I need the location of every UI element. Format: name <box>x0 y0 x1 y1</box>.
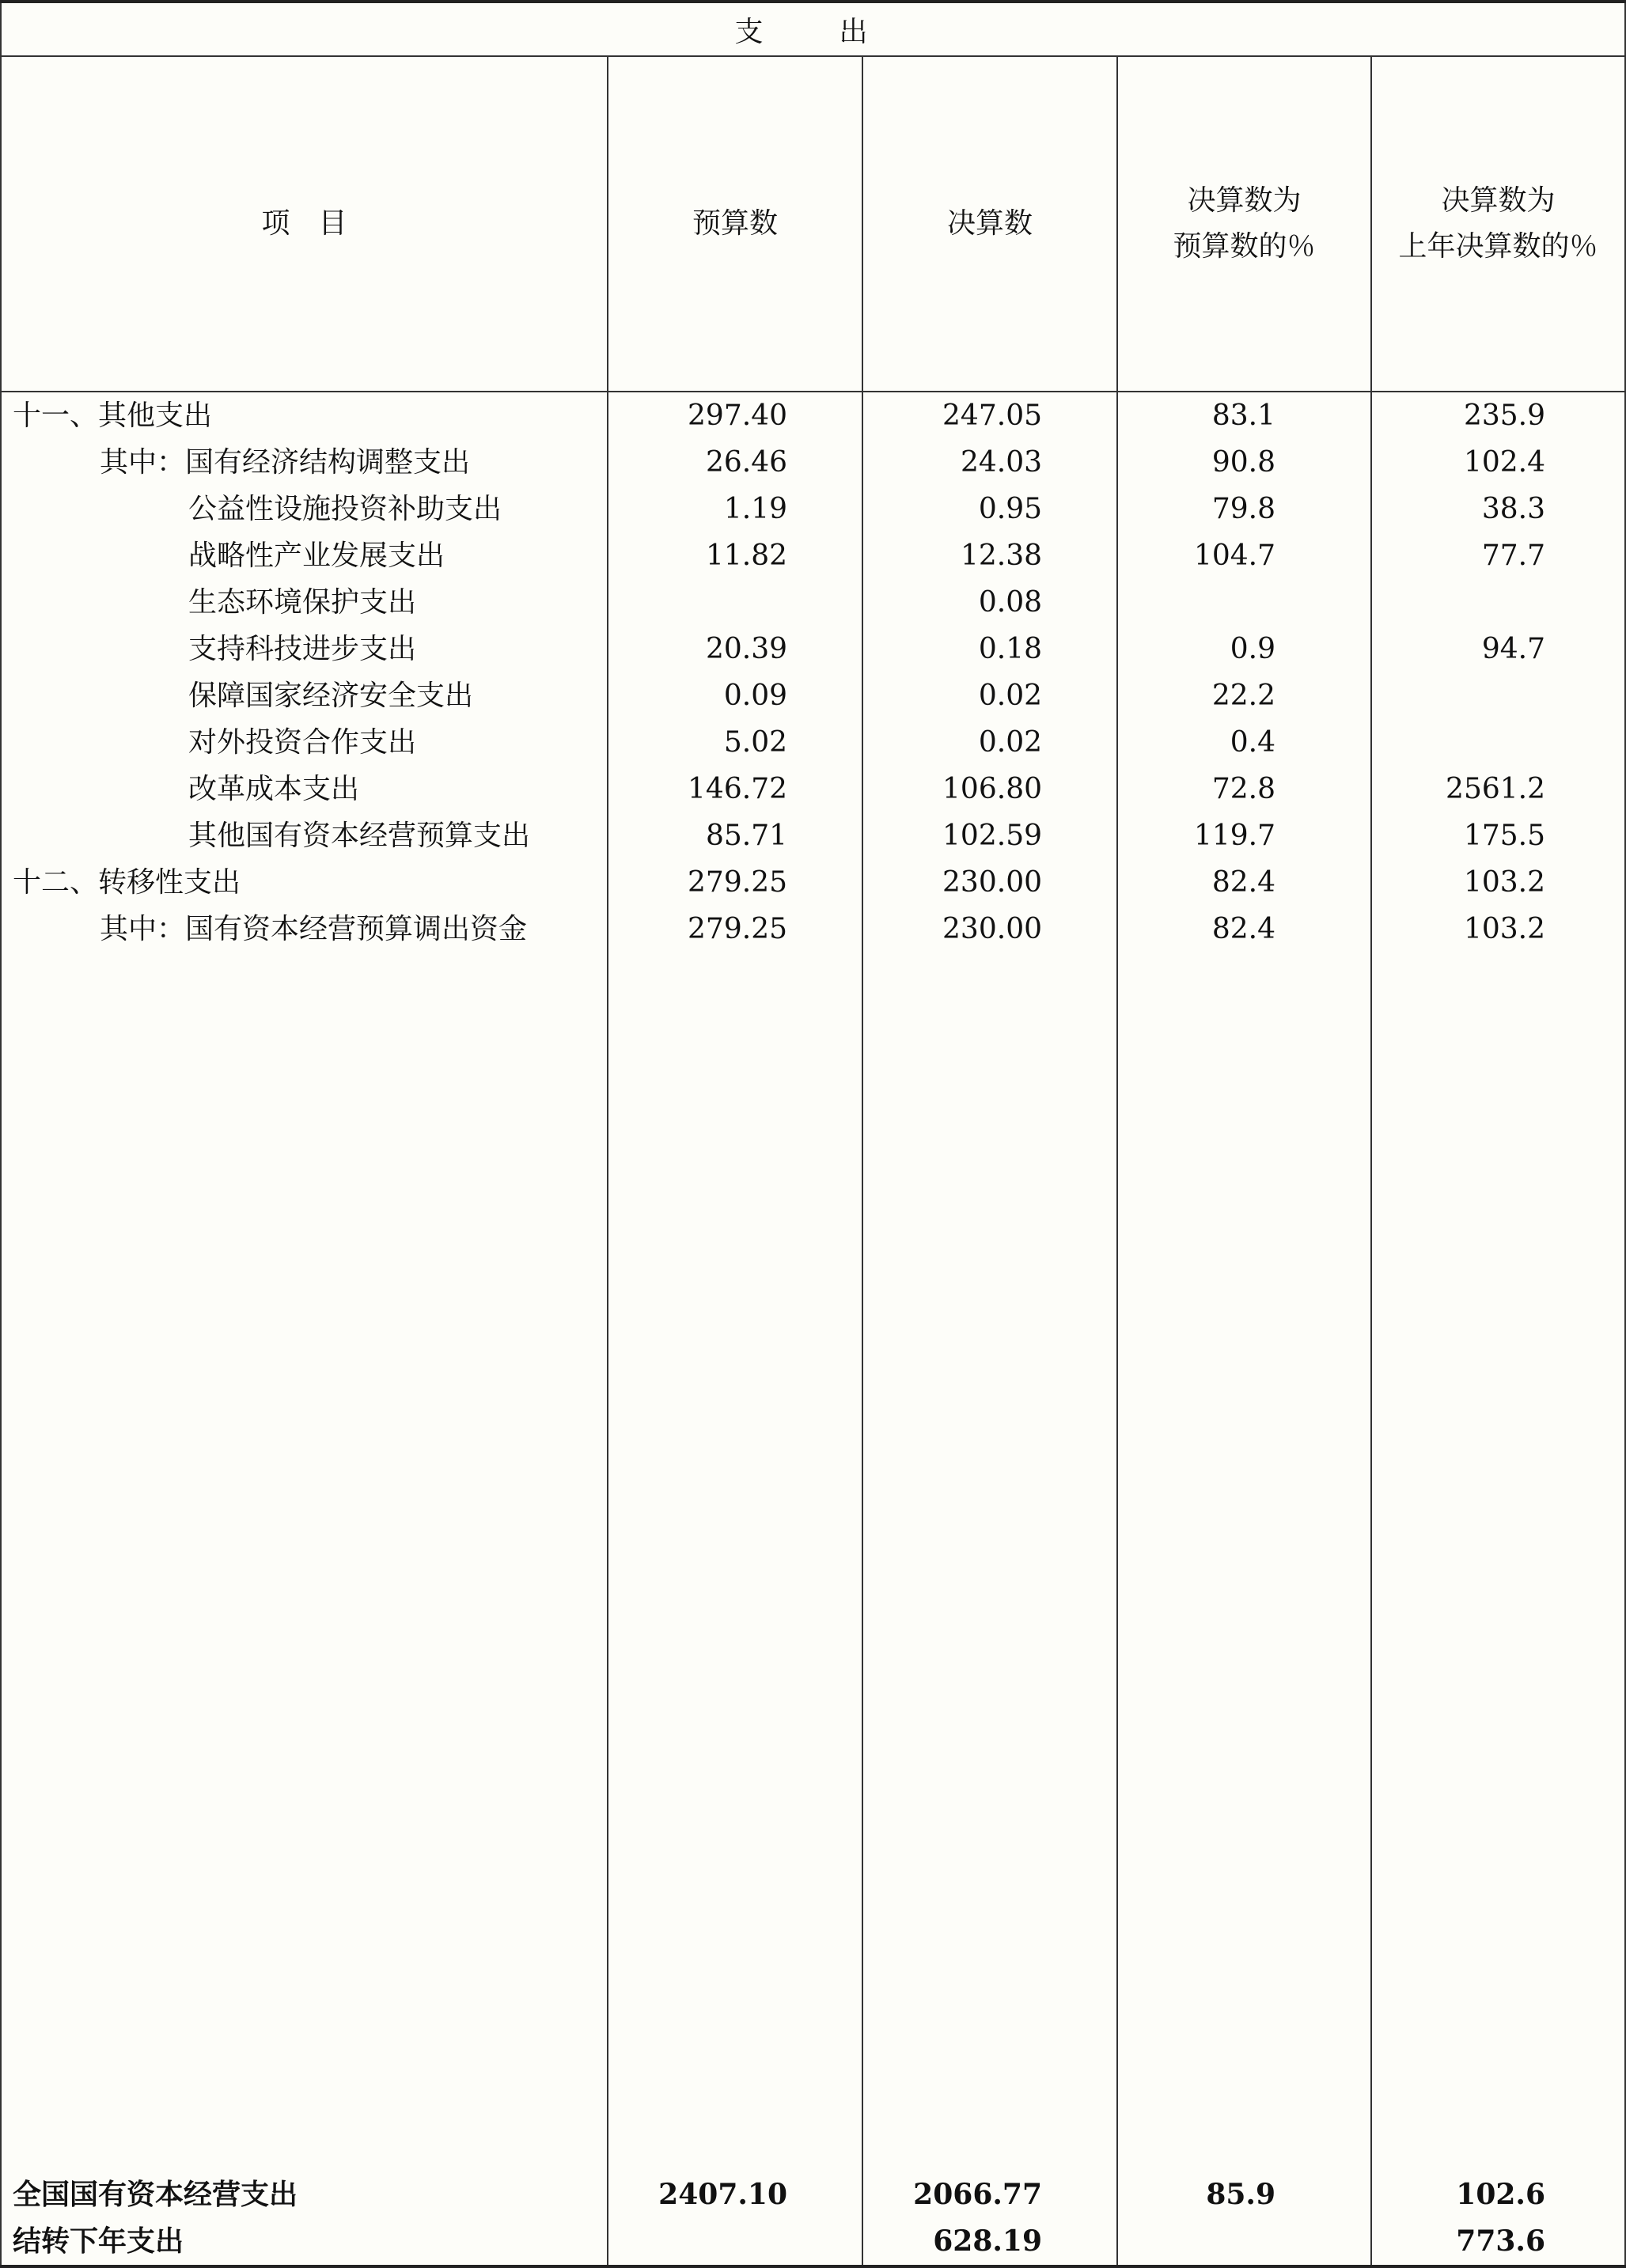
cell-actual: 0.95 <box>862 486 1117 532</box>
row-item-label: 全国国有资本经营支出 <box>1 2171 608 2218</box>
cell-pct-budget: 72.8 <box>1117 766 1371 812</box>
blank-cell <box>608 952 862 2171</box>
total-row <box>1 2218 1625 2266</box>
cell-budget: 1.19 <box>608 486 862 532</box>
cell-pct-prev: 175.5 <box>1371 812 1625 859</box>
table-row <box>1 766 1625 812</box>
blank-cell <box>1117 952 1371 2171</box>
table-totals <box>1 2171 1625 2266</box>
blank-spacer-row <box>1 952 1625 2171</box>
column-header-row <box>1 56 1625 392</box>
cell-pct-prev <box>1371 719 1625 766</box>
table-title: 支 出 <box>1 2 1625 56</box>
table-row <box>1 672 1625 719</box>
row-item-label: 公益性设施投资补助支出 <box>1 486 608 532</box>
cell-pct-budget: 82.4 <box>1117 906 1371 952</box>
cell-actual: 102.59 <box>862 812 1117 859</box>
table-row <box>1 906 1625 952</box>
blank-cell <box>1 952 608 2171</box>
cell-budget: 0.09 <box>608 672 862 719</box>
header-pct-prev-line2: 上年决算数的％ <box>1398 230 1598 263</box>
header-actual: 决算数 <box>862 56 1117 392</box>
table-row <box>1 392 1625 439</box>
table-title-row <box>1 2 1625 56</box>
cell-actual: 24.03 <box>862 439 1117 486</box>
cell-pct-budget: 85.9 <box>1117 2171 1371 2218</box>
header-pct-budget-line1: 决算数为 <box>1187 184 1302 217</box>
header-pct-budget <box>1117 56 1371 392</box>
row-item-label: 保障国家经济安全支出 <box>1 672 608 719</box>
cell-budget: 26.46 <box>608 439 862 486</box>
cell-budget: 20.39 <box>608 626 862 672</box>
row-item-label: 对外投资合作支出 <box>1 719 608 766</box>
cell-actual: 0.02 <box>862 672 1117 719</box>
cell-budget: 2407.10 <box>608 2171 862 2218</box>
cell-pct-budget: 79.8 <box>1117 486 1371 532</box>
cell-actual: 0.02 <box>862 719 1117 766</box>
cell-pct-budget: 82.4 <box>1117 859 1371 906</box>
header-pct-prev-line1: 决算数为 <box>1441 184 1556 217</box>
cell-budget: 11.82 <box>608 532 862 579</box>
cell-pct-prev: 103.2 <box>1371 859 1625 906</box>
row-item-label: 十一、其他支出 <box>1 392 608 439</box>
row-item-label: 支持科技进步支出 <box>1 626 608 672</box>
table-row <box>1 532 1625 579</box>
cell-pct-prev: 2561.2 <box>1371 766 1625 812</box>
row-item-label: 其他国有资本经营预算支出 <box>1 812 608 859</box>
table-row <box>1 859 1625 906</box>
cell-actual: 0.18 <box>862 626 1117 672</box>
cell-actual: 2066.77 <box>862 2171 1117 2218</box>
header-item: 项 目 <box>1 56 608 392</box>
cell-budget: 279.25 <box>608 906 862 952</box>
cell-pct-budget: 0.4 <box>1117 719 1371 766</box>
table-row <box>1 579 1625 626</box>
cell-pct-budget: 90.8 <box>1117 439 1371 486</box>
cell-budget: 5.02 <box>608 719 862 766</box>
header-pct-budget-line2: 预算数的％ <box>1173 230 1316 263</box>
cell-actual: 230.00 <box>862 859 1117 906</box>
cell-pct-prev: 77.7 <box>1371 532 1625 579</box>
cell-pct-budget: 0.9 <box>1117 626 1371 672</box>
row-item-label: 生态环境保护支出 <box>1 579 608 626</box>
table-row <box>1 486 1625 532</box>
cell-budget: 279.25 <box>608 859 862 906</box>
cell-budget <box>608 2218 862 2266</box>
cell-actual: 230.00 <box>862 906 1117 952</box>
cell-pct-prev: 94.7 <box>1371 626 1625 672</box>
table-row <box>1 719 1625 766</box>
cell-pct-budget: 104.7 <box>1117 532 1371 579</box>
cell-actual: 106.80 <box>862 766 1117 812</box>
cell-actual: 0.08 <box>862 579 1117 626</box>
total-row <box>1 2171 1625 2218</box>
cell-budget: 146.72 <box>608 766 862 812</box>
cell-pct-prev: 38.3 <box>1371 486 1625 532</box>
row-item-label: 十二、转移性支出 <box>1 859 608 906</box>
table-body <box>1 392 1625 2171</box>
row-item-label: 其中：国有经济结构调整支出 <box>1 439 608 486</box>
blank-cell <box>1371 952 1625 2171</box>
row-item-label: 结转下年支出 <box>1 2218 608 2266</box>
cell-budget: 85.71 <box>608 812 862 859</box>
table-row <box>1 626 1625 672</box>
cell-pct-prev <box>1371 579 1625 626</box>
cell-pct-prev: 103.2 <box>1371 906 1625 952</box>
cell-pct-prev: 102.6 <box>1371 2171 1625 2218</box>
table-row <box>1 439 1625 486</box>
cell-pct-prev: 773.6 <box>1371 2218 1625 2266</box>
cell-pct-budget <box>1117 579 1371 626</box>
blank-cell <box>862 952 1117 2171</box>
table-row <box>1 812 1625 859</box>
row-item-label: 战略性产业发展支出 <box>1 532 608 579</box>
cell-pct-budget: 119.7 <box>1117 812 1371 859</box>
cell-actual: 12.38 <box>862 532 1117 579</box>
cell-actual: 628.19 <box>862 2218 1117 2266</box>
cell-budget: 297.40 <box>608 392 862 439</box>
cell-pct-budget: 83.1 <box>1117 392 1371 439</box>
header-pct-prev <box>1371 56 1625 392</box>
cell-pct-budget <box>1117 2218 1371 2266</box>
row-item-label: 改革成本支出 <box>1 766 608 812</box>
cell-pct-prev <box>1371 672 1625 719</box>
cell-budget <box>608 579 862 626</box>
header-budget: 预算数 <box>608 56 862 392</box>
cell-pct-prev: 102.4 <box>1371 439 1625 486</box>
cell-actual: 247.05 <box>862 392 1117 439</box>
cell-pct-prev: 235.9 <box>1371 392 1625 439</box>
cell-pct-budget: 22.2 <box>1117 672 1371 719</box>
row-item-label: 其中：国有资本经营预算调出资金 <box>1 906 608 952</box>
